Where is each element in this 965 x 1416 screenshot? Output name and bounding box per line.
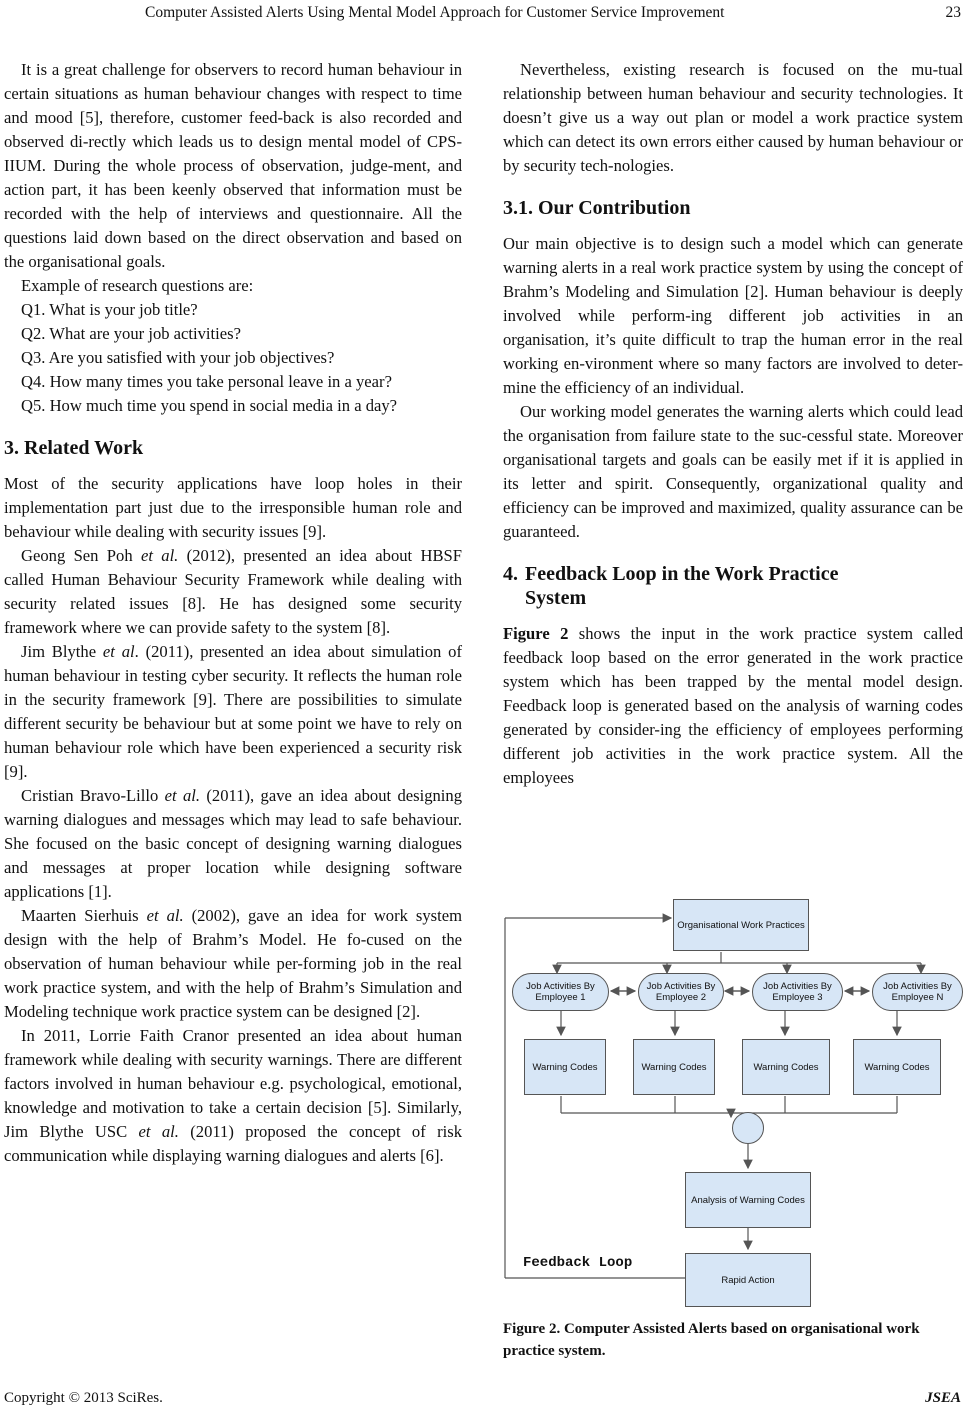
question-3: Q3. Are you satisfied with your job objectives?: [21, 348, 335, 367]
section-heading-contribution: [503, 196, 963, 220]
rapid-action-box: Rapid Action: [685, 1253, 811, 1307]
related-work-sierhuis: Maarten Sierhuis et al. (2002), gave an idea for work system design with the help of Brahm’s Model. He fo-cused on the observation of human behaviour while per-forming job in the real work practice system, and with the help of Brahm’s Simulation and Modeling technique work practice system can be designed [2].: [4, 906, 462, 1021]
running-title: Computer Assisted Alerts Using Mental Model Approach for Customer Service Improvement: [145, 4, 725, 21]
related-work-intro: Most of the security applications have loop holes in their implementation part just due to the irresponsible human role and behaviour while dealing with security issues [9].: [4, 474, 462, 541]
section-heading-related-work: [4, 436, 462, 460]
analysis-of-warning-codes-box: Analysis of Warning Codes: [685, 1172, 811, 1228]
related-work-blythe: Jim Blythe et al. (2011), presented an idea about simulation of human behaviour in testing cyber security. It reflects the human role in the security framework [9]. There are possibilities to simulate different security be behaviour but at some point we have to rely on human behaviour role which have been experienced a security risk [9].: [4, 642, 462, 781]
job-activities-employee-n: Job Activities By Employee N: [872, 973, 963, 1011]
page-number: 23: [945, 4, 961, 21]
section-number: 4.: [503, 563, 518, 585]
paragraph-nevertheless: Nevertheless, existing research is focused on the mu-tual relationship between human behaviour and security technologies. It doesn’t give us a way out plan or model a work practice system which can detect its own errors either caused by human behaviour or by security tech-nologies.: [503, 60, 963, 175]
examples-intro: Example of research questions are:: [21, 276, 254, 295]
question-2: Q2. What are your job activities?: [21, 324, 241, 343]
summing-junction-circle: [732, 1112, 764, 1144]
section-number: 3.: [4, 437, 19, 459]
section-title-line-2: System: [525, 587, 587, 609]
related-work-poh: Geong Sen Poh et al. (2012), presented an idea about HBSF called Human Behaviour Security Framework while dealing with security related issues [8]. He has designed some security framework where we can provide safety to the system [8].: [4, 546, 462, 637]
copyright-notice: Copyright © 2013 SciRes.: [4, 1390, 163, 1406]
contribution-paragraph-1: Our main objective is to design such a model which can generate warning alerts in a real work practice system by using the concept of Brahm’s Modeling and Simulation [2]. Human behaviour is deeply involved while perform-ing different job activities in an organisation, it’s quite difficult to trap the human error in the real working en-vironment where so many factors are involved to deter-mine the efficiency of an individual.: [503, 234, 963, 397]
figure-2: [503, 885, 963, 1310]
section-number: 3.1.: [503, 197, 533, 219]
right-column: [503, 58, 963, 790]
question-5: Q5. How much time you spend in social media in a day?: [21, 396, 398, 415]
journal-name: JSEA: [925, 1390, 961, 1406]
section-title-line-1: Feedback Loop in the Work Practice: [525, 563, 839, 585]
job-activities-employee-3: Job Activities By Employee 3: [752, 973, 843, 1011]
warning-codes-box-1: Warning Codes: [524, 1039, 606, 1095]
left-column: [4, 58, 462, 1168]
organisational-work-practices-box: Organisational Work Practices: [673, 899, 809, 951]
paragraph-observation: It is a great challenge for observers to record human behaviour in certain situations as human behaviour changes with respect to time and mood [5], therefore, customer feed-back is also recorded and observed di-rectly which leads us to design mental model of CPS-IIUM. During the whole process of observation, judge-ment, and action part, it has been keenly observed that information must be recorded with the help of interviews and questionnaire. All the questions laid down based on the direct observation and based on the organisational goals.: [4, 60, 462, 271]
warning-codes-box-2: Warning Codes: [633, 1039, 715, 1095]
related-work-bravo-lillo: Cristian Bravo-Lillo et al. (2011), gave an idea about designing warning dialogues and messages which may lead to safe behaviour. She focused on the basic concept of designing warning dialogues and messages at proper location while designing software applications [1].: [4, 786, 463, 901]
question-1: Q1. What is your job title?: [21, 300, 198, 319]
warning-codes-box-3: Warning Codes: [742, 1039, 830, 1095]
figure-caption: Figure 2. Computer Assisted Alerts based on organisational work practice system.: [503, 1321, 920, 1359]
job-activities-employee-2: Job Activities By Employee 2: [638, 973, 724, 1011]
section-title: Related Work: [24, 437, 144, 459]
feedback-loop-paragraph: Figure 2 shows the input in the work practice system called feedback loop based on the error generated in the work practice system which has been trapped by the mental model design. Feedback loop is generated based on the analysis of warning codes generated by consider-ing the efficiency of employees performing different job activities in the work practice system. All the employees: [503, 624, 963, 787]
section-heading-feedback-loop: [503, 562, 963, 610]
page-header: [0, 4, 965, 26]
job-activities-employee-1: Job Activities By Employee 1: [512, 973, 609, 1011]
section-title: Our Contribution: [538, 197, 691, 219]
warning-codes-box-4: Warning Codes: [853, 1039, 941, 1095]
feedback-loop-label: Feedback Loop: [523, 1255, 633, 1271]
question-4: Q4. How many times you take personal leave in a year?: [21, 372, 392, 391]
contribution-paragraph-2: Our working model generates the warning alerts which could lead the organisation from failure state to the suc-cessful state. Moreover organisational targets and goals can be easily met if it is applied in its letter and spirit. Consequently, organizational quality and efficiency can be improved and maximized, quality assurance can be guaranteed.: [503, 402, 963, 541]
related-work-cranor: In 2011, Lorrie Faith Cranor presented an idea about human framework while dealing with security warnings. There are different factors involved in human behaviour e.g. psychological, emotional, knowledge and motivation to take a certain decision [5]. Similarly, Jim Blythe USC et al. (2011) proposed the concept of risk communication while displaying warning dialogues and alerts [6].: [4, 1026, 462, 1165]
figure-reference: Figure 2: [503, 624, 569, 643]
